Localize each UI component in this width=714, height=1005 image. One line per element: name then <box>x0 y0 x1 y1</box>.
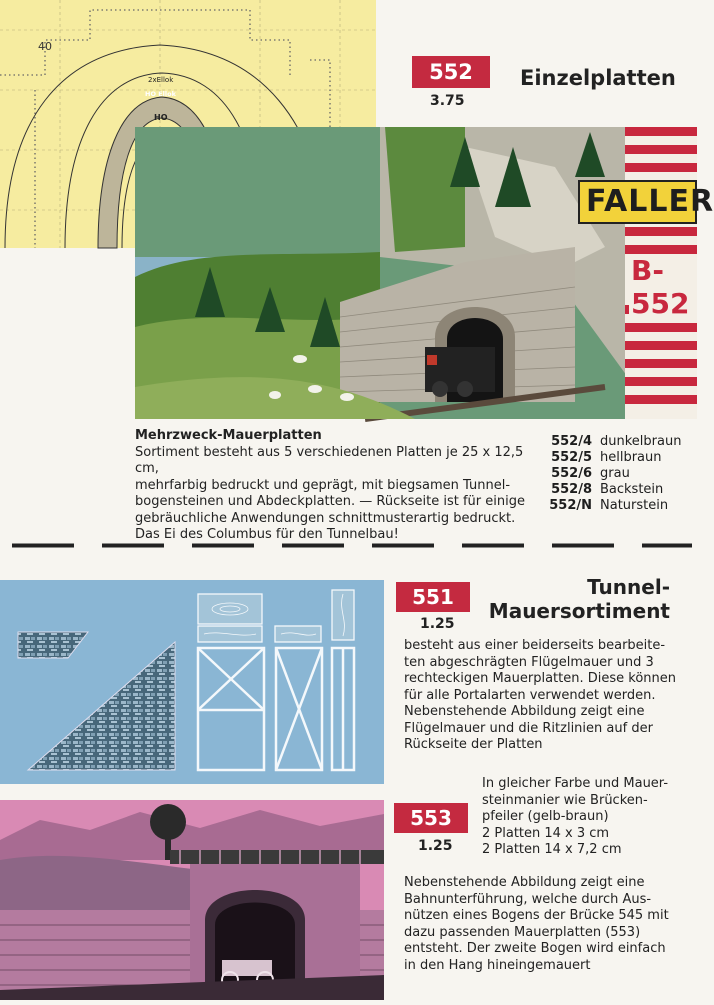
underpass-scene <box>0 800 384 1000</box>
template-number: 40 <box>38 40 52 53</box>
text-line: 2 Platten 14 x 7,2 cm <box>482 842 622 857</box>
variant-name: Naturstein <box>600 498 669 513</box>
description-551 <box>404 638 694 754</box>
underpass-photo <box>0 800 384 1000</box>
variant-code: 552/N <box>549 498 592 513</box>
price-553: 1.25 <box>418 838 453 854</box>
caption-line: bogensteinen und Abdeckplatten. — Rückseite ist für einige <box>135 494 525 509</box>
faller-logo <box>578 180 714 224</box>
text-line: Flügelmauer und die Ritzlinien auf der <box>404 720 653 736</box>
variant-code: 552/8 <box>551 482 592 497</box>
description-553 <box>404 875 694 974</box>
text-line: pfeiler (gelb-braun) <box>482 809 609 824</box>
tunnel-scene <box>135 127 714 419</box>
text-line: Rückseite der Platten <box>404 737 543 752</box>
label-ho-ellok: HO Ellok <box>145 90 176 98</box>
label-ho: HO <box>154 113 168 122</box>
variant-row <box>540 434 695 450</box>
text-line: nützen eines Bogens der Brücke 545 mit <box>404 908 669 923</box>
caption-line: Das Ei des Columbus für den Tunnelbau! <box>135 527 399 542</box>
variant-name: dunkelbraun <box>600 434 682 449</box>
label-2xellok: 2xEllok <box>148 76 174 84</box>
title-line: Tunnel- <box>587 575 670 599</box>
price-tag-551: 551 <box>396 582 470 612</box>
text-line: besteht aus einer beiderseits bearbeite- <box>404 638 666 653</box>
wing-wall-drawing <box>0 580 384 784</box>
price-552: 3.75 <box>430 93 465 109</box>
text-line: 2 Platten 14 x 3 cm <box>482 825 610 841</box>
variant-row <box>540 482 695 498</box>
section-divider <box>12 535 692 540</box>
variant-row <box>540 498 695 514</box>
title-line: Mauersortiment <box>488 599 670 623</box>
text-line: dazu passenden Mauerplatten (553) <box>404 924 641 940</box>
text-line: Bahnunterführung, welche durch Aus- <box>404 891 652 907</box>
text-line: entsteht. Der zweite Bogen wird einfach <box>404 941 666 956</box>
text-line: in den Hang hineingemauert <box>404 957 591 973</box>
caption-line: Sortiment besteht aus 5 verschiedenen Platten je 25 x 12,5 cm, <box>135 444 524 476</box>
text-line: rechteckigen Mauerplatten. Diese können <box>404 671 676 686</box>
text-line: Nebenstehende Abbildung zeigt eine <box>404 704 645 719</box>
title-tunnel-mauersortiment <box>480 575 670 623</box>
text-line: für alle Portalarten verwendet werden. <box>404 687 656 703</box>
box-code-label: B-552 <box>629 254 697 320</box>
variant-name: grau <box>600 466 630 481</box>
variant-code: 552/6 <box>551 466 592 481</box>
variant-code: 552/4 <box>551 434 592 449</box>
intro-553 <box>482 776 694 859</box>
text-line: ten abgeschrägten Flügelmauer und 3 <box>404 654 654 670</box>
wall-template-illustration <box>0 580 384 784</box>
text-line: Nebenstehende Abbildung zeigt eine <box>404 875 645 890</box>
text-line: In gleicher Farbe und Mauer- <box>482 776 669 791</box>
variant-list-552 <box>540 434 695 514</box>
caption-552 <box>135 428 535 544</box>
caption-line: mehrfarbig bedruckt und geprägt, mit biegsamen Tunnel- <box>135 477 511 493</box>
variant-name: Backstein <box>600 482 664 497</box>
tunnel-photo <box>135 127 714 419</box>
price-551: 1.25 <box>420 616 455 632</box>
variant-name: hellbraun <box>600 450 662 465</box>
price-tag-553: 553 <box>394 803 468 833</box>
variant-row <box>540 450 695 466</box>
price-tag-552: 552 <box>412 56 490 88</box>
variant-code: 552/5 <box>551 450 592 465</box>
caption-title: Mehrzweck-Mauerplatten <box>135 428 322 443</box>
variant-row <box>540 466 695 482</box>
title-einzelplatten: Einzelplatten <box>520 66 676 90</box>
caption-line: gebräuchliche Anwendungen schnittmusterartig bedruckt. <box>135 510 516 526</box>
text-line: steinmanier wie Brücken- <box>482 792 648 808</box>
faller-logo-text: FALLER <box>586 184 714 219</box>
